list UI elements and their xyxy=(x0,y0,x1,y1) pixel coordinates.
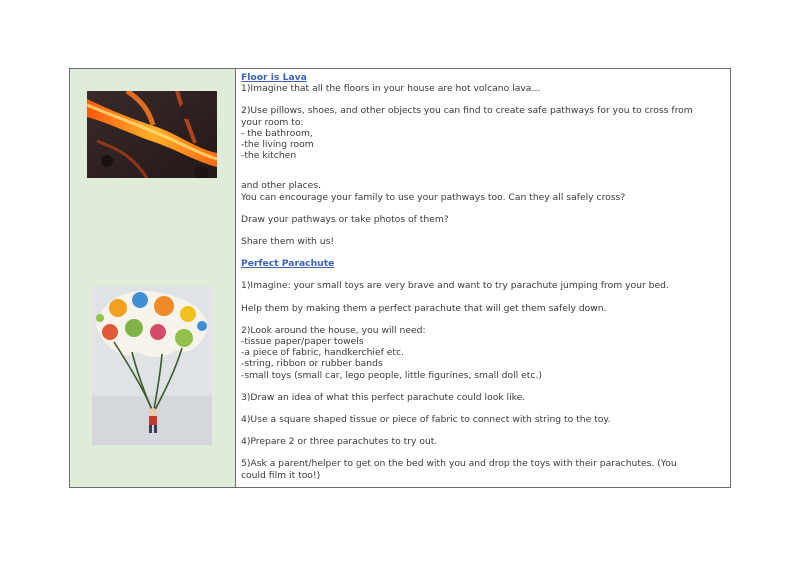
para-line-2: Help them by making them a perfect parachute that will get them safely down. xyxy=(241,302,607,314)
lava-line-7: and other places. xyxy=(241,180,322,192)
lava-line-2: 2)Use pillows, shoes, and other objects you can find to create safe pathways for you to cross from xyxy=(241,105,693,117)
para-line-10: 4)Prepare 2 or three parachutes to try out. xyxy=(241,436,438,448)
lava-line-9: Draw your pathways or take photos of them? xyxy=(241,213,449,225)
activity-table xyxy=(69,68,731,488)
lava-line-3: your room to: xyxy=(241,116,304,128)
parachute-title[interactable]: Perfect Parachute xyxy=(241,258,335,270)
lava-line-8: You can encourage your family to use your pathways too. Can they all safely cross? xyxy=(241,191,626,203)
toy-parachute-photo xyxy=(92,286,212,445)
lava-line-4: - the bathroom, xyxy=(241,127,313,139)
lava-line-6: -the kitchen xyxy=(241,150,297,162)
lava-line-1: 1)Imagine that all the floors in your house are hot volcano lava… xyxy=(241,83,541,95)
para-line-6: -string, ribbon or rubber bands xyxy=(241,358,383,370)
para-line-7: -small toys (small car, lego people, little figurines, small doll etc.) xyxy=(241,369,542,381)
para-line-4: -tissue paper/paper towels xyxy=(241,336,364,348)
para-line-11: 5)Ask a parent/helper to get on the bed with you and drop the toys with their parachutes. (You xyxy=(241,458,677,470)
para-line-9: 4)Use a square shaped tissue or piece of fabric to connect with string to the toy. xyxy=(241,414,611,426)
lava-flow-photo xyxy=(87,91,217,178)
floor-lava-title[interactable]: Floor is Lava xyxy=(241,72,307,83)
para-line-3: 2)Look around the house, you will need: xyxy=(241,324,426,336)
para-line-8: 3)Draw an idea of what this perfect parachute could look like. xyxy=(241,391,526,403)
lava-line-10: Share them with us! xyxy=(241,236,335,248)
image-column xyxy=(70,69,236,487)
lava-line-5: -the living room xyxy=(241,139,314,151)
para-line-1: 1)Imagine: your small toys are very brave and want to try parachute jumping from your bed. xyxy=(241,280,669,292)
para-line-5: -a piece of fabric, handkerchief etc. xyxy=(241,347,405,359)
para-line-12: could film it too!) xyxy=(241,469,321,481)
text-column xyxy=(236,69,730,487)
